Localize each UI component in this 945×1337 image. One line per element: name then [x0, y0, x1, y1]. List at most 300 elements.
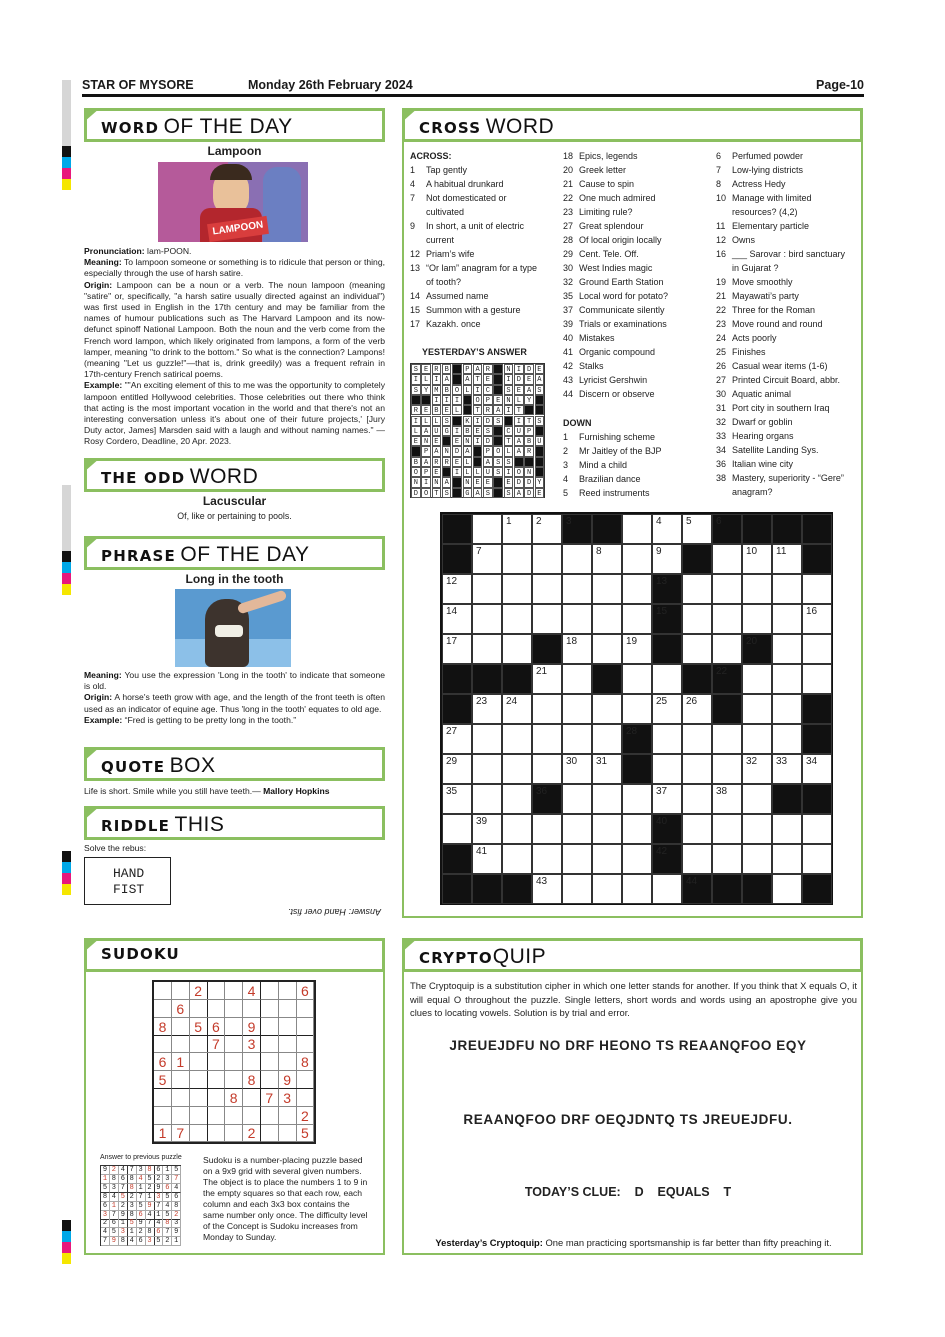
- answer-cell: E: [483, 477, 493, 487]
- sudoku-cell[interactable]: [190, 1089, 208, 1107]
- crossword-cell[interactable]: [592, 814, 622, 844]
- crossword-cell[interactable]: [472, 604, 502, 634]
- crossword-cell[interactable]: [502, 634, 532, 664]
- crossword-cell[interactable]: [592, 844, 622, 874]
- crossword-cell[interactable]: [742, 694, 772, 724]
- answer-digit: 9: [146, 1202, 155, 1211]
- crossword-cell[interactable]: [622, 694, 652, 724]
- sudoku-cell[interactable]: 7: [172, 1124, 190, 1142]
- sudoku-cell[interactable]: [154, 1089, 172, 1107]
- crossword-cell[interactable]: [592, 634, 622, 664]
- sudoku-cell[interactable]: [296, 1000, 314, 1018]
- margin-bar: [62, 485, 71, 555]
- answer-cell: D: [452, 446, 462, 456]
- clue-text: Lyricist Gershwin: [579, 375, 648, 385]
- answer-cell: [473, 446, 483, 456]
- crossword-cell[interactable]: [742, 724, 772, 754]
- sudoku-cell[interactable]: [296, 1071, 314, 1089]
- answer-cell: E: [432, 467, 442, 477]
- clue-item: [716, 373, 845, 387]
- sudoku-cell[interactable]: 5: [154, 1071, 172, 1089]
- answer-cell: D: [514, 477, 524, 487]
- crossword-cell[interactable]: 10: [742, 544, 772, 574]
- sudoku-cell[interactable]: 6: [154, 1053, 172, 1071]
- across-clues-col1: [410, 163, 537, 331]
- crossword-cell[interactable]: 4: [652, 514, 682, 544]
- sudoku-cell[interactable]: [207, 982, 225, 1000]
- clue-text: Acts poorly: [732, 333, 777, 343]
- answer-cell: A: [483, 457, 493, 467]
- answer-cell: [493, 385, 503, 395]
- crossword-cell[interactable]: [502, 574, 532, 604]
- horse-photo: [175, 589, 291, 667]
- sudoku-cell[interactable]: [190, 1071, 208, 1089]
- crossword-cell[interactable]: [562, 784, 592, 814]
- answer-cell: L: [473, 467, 483, 477]
- crossword-cell[interactable]: 34: [802, 754, 832, 784]
- crossword-cell[interactable]: 25: [652, 694, 682, 724]
- answer-digit: 9: [110, 1237, 119, 1246]
- sudoku-cell[interactable]: 2: [243, 1124, 261, 1142]
- sudoku-cell[interactable]: 6: [296, 982, 314, 1000]
- crossword-cell[interactable]: [772, 664, 802, 694]
- crossword-cell[interactable]: 19: [622, 634, 652, 664]
- crossword-cell[interactable]: [592, 574, 622, 604]
- crossword-cell[interactable]: [712, 844, 742, 874]
- crossword-cell[interactable]: 9: [652, 544, 682, 574]
- sudoku-cell[interactable]: 9: [279, 1071, 297, 1089]
- clue-text: Satellite Landing Sys.: [732, 445, 819, 455]
- crossword-cell[interactable]: [742, 664, 772, 694]
- sudoku-cell[interactable]: [296, 1035, 314, 1053]
- sudoku-cell[interactable]: [154, 1035, 172, 1053]
- crossword-cell[interactable]: [502, 784, 532, 814]
- sudoku-cell[interactable]: [261, 1107, 279, 1125]
- clue-item: [563, 373, 668, 387]
- crossword-cell[interactable]: [772, 814, 802, 844]
- crossword-cell[interactable]: [562, 544, 592, 574]
- crossword-cell[interactable]: [682, 814, 712, 844]
- crossword-cell[interactable]: [502, 604, 532, 634]
- sudoku-cell[interactable]: [190, 1107, 208, 1125]
- clue-number: 37: [563, 305, 574, 315]
- sudoku-cell[interactable]: 3: [279, 1089, 297, 1107]
- clue-item: [563, 486, 662, 500]
- crossword-cell[interactable]: 31: [592, 754, 622, 784]
- sudoku-cell[interactable]: 7: [207, 1035, 225, 1053]
- sudoku-cell[interactable]: 7: [261, 1089, 279, 1107]
- answer-digit: 3: [163, 1175, 172, 1184]
- crossword-cell[interactable]: 12: [442, 574, 472, 604]
- crossword-cell[interactable]: 14: [442, 604, 472, 634]
- black-square: [472, 874, 502, 904]
- crossword-cell[interactable]: 33: [772, 754, 802, 784]
- crossword-cell[interactable]: [502, 844, 532, 874]
- crossword-cell[interactable]: [502, 814, 532, 844]
- answer-digit: 8: [172, 1202, 181, 1211]
- sudoku-cell[interactable]: [225, 1053, 243, 1071]
- black-square: 15: [652, 604, 682, 634]
- sudoku-cell[interactable]: [190, 1035, 208, 1053]
- answer-cell: E: [442, 405, 452, 415]
- sudoku-cell[interactable]: 2: [296, 1107, 314, 1125]
- crossword-cell[interactable]: [742, 844, 772, 874]
- crossword-cell[interactable]: [712, 814, 742, 844]
- answer-digit: 5: [163, 1193, 172, 1202]
- crossword-cell[interactable]: 30: [562, 754, 592, 784]
- crossword-cell[interactable]: [712, 754, 742, 784]
- crossword-cell[interactable]: [472, 514, 502, 544]
- answer-cell: I: [514, 364, 524, 374]
- crossword-cell[interactable]: 23: [472, 694, 502, 724]
- sudoku-cell[interactable]: [296, 1089, 314, 1107]
- answer-cell: E: [421, 405, 431, 415]
- clue-item: [716, 261, 845, 275]
- crossword-cell[interactable]: 27: [442, 724, 472, 754]
- clue-text: Greek letter: [579, 165, 627, 175]
- sudoku-cell[interactable]: [243, 1089, 261, 1107]
- sudoku-cell[interactable]: 8: [243, 1071, 261, 1089]
- crossword-cell[interactable]: [442, 814, 472, 844]
- crossword-cell[interactable]: [622, 544, 652, 574]
- crossword-cell[interactable]: [532, 814, 562, 844]
- crossword-cell[interactable]: [622, 784, 652, 814]
- crossword-cell[interactable]: [712, 544, 742, 574]
- previous-answer-label: Answer to previous puzzle: [100, 1154, 182, 1161]
- clue-text: Mastery, superiority - “Gere”: [732, 473, 844, 483]
- crossword-cell[interactable]: [772, 724, 802, 754]
- answer-digit: 5: [137, 1202, 146, 1211]
- sudoku-cell[interactable]: [225, 1035, 243, 1053]
- sudoku-cell[interactable]: [243, 1107, 261, 1125]
- crossword-cell[interactable]: [802, 634, 832, 664]
- crossword-cell[interactable]: [592, 724, 622, 754]
- crossword-cell[interactable]: [532, 844, 562, 874]
- answer-digit: 1: [154, 1211, 163, 1220]
- answer-cell: I: [452, 395, 462, 405]
- answer-digit: 6: [137, 1237, 146, 1246]
- crossword-cell[interactable]: [622, 514, 652, 544]
- sudoku-cell[interactable]: [207, 1089, 225, 1107]
- crossword-cell[interactable]: [802, 814, 832, 844]
- answer-cell: P: [421, 446, 431, 456]
- answer-cell: S: [504, 385, 514, 395]
- crossword-cell[interactable]: 17: [442, 634, 472, 664]
- crossword-cell[interactable]: [682, 784, 712, 814]
- crossword-cell[interactable]: 16: [802, 604, 832, 634]
- clue-item: [563, 177, 668, 191]
- crossword-cell[interactable]: [532, 694, 562, 724]
- answer-cell: [452, 488, 462, 498]
- crossword-cell[interactable]: [502, 754, 532, 784]
- crossword-cell[interactable]: [562, 724, 592, 754]
- crossword-cell[interactable]: [472, 634, 502, 664]
- clue-item: [563, 345, 668, 359]
- answer-cell: I: [432, 395, 442, 405]
- down-label: DOWN: [563, 418, 592, 428]
- sudoku-cell[interactable]: [243, 1000, 261, 1018]
- crossword-cell[interactable]: [532, 754, 562, 784]
- clue-number: 32: [563, 277, 574, 287]
- sudoku-cell[interactable]: [225, 1107, 243, 1125]
- black-square: [502, 874, 532, 904]
- answer-cell: [535, 405, 545, 415]
- crossword-cell[interactable]: [532, 574, 562, 604]
- answer-cell: [493, 436, 503, 446]
- sudoku-cell[interactable]: [207, 1071, 225, 1089]
- sudoku-cell[interactable]: [261, 1124, 279, 1142]
- answer-digit: 8: [128, 1175, 137, 1184]
- clue-item: [563, 472, 662, 486]
- sudoku-cell[interactable]: [261, 1071, 279, 1089]
- answer-cell: S: [442, 416, 452, 426]
- page-number: Page-10: [816, 78, 864, 92]
- crossword-cell[interactable]: [772, 634, 802, 664]
- sudoku-cell[interactable]: [279, 982, 297, 1000]
- crossword-cell[interactable]: 11: [772, 544, 802, 574]
- sudoku-cell[interactable]: [225, 1071, 243, 1089]
- crossword-cell[interactable]: [622, 814, 652, 844]
- clue-text: Limiting rule?: [579, 207, 633, 217]
- crossword-cell[interactable]: [712, 574, 742, 604]
- crossword-cell[interactable]: [682, 754, 712, 784]
- answer-cell: O: [411, 467, 421, 477]
- sudoku-cell[interactable]: [279, 1124, 297, 1142]
- sudoku-cell[interactable]: [225, 1000, 243, 1018]
- clue-text: In short, a unit of electric: [426, 221, 525, 231]
- crossword-cell[interactable]: [712, 724, 742, 754]
- sudoku-cell[interactable]: [207, 1000, 225, 1018]
- crossword-cell[interactable]: [802, 844, 832, 874]
- sudoku-cell[interactable]: 6: [172, 1000, 190, 1018]
- answer-digit: 5: [172, 1166, 181, 1175]
- crossword-cell[interactable]: 2: [532, 514, 562, 544]
- sudoku-cell[interactable]: 5: [296, 1124, 314, 1142]
- crossword-cell[interactable]: [652, 874, 682, 904]
- crossword-cell[interactable]: 39: [472, 814, 502, 844]
- sudoku-cell[interactable]: [172, 1089, 190, 1107]
- sudoku-cell[interactable]: [261, 1053, 279, 1071]
- sudoku-cell[interactable]: [261, 982, 279, 1000]
- sudoku-cell[interactable]: 1: [172, 1053, 190, 1071]
- sudoku-cell[interactable]: [172, 1035, 190, 1053]
- answer-digit: 7: [163, 1228, 172, 1237]
- sudoku-cell[interactable]: [296, 1018, 314, 1036]
- sudoku-cell[interactable]: [261, 1018, 279, 1036]
- crossword-cell[interactable]: [622, 874, 652, 904]
- crossword-cell[interactable]: [682, 724, 712, 754]
- clue-item: [716, 331, 845, 345]
- sudoku-cell[interactable]: [154, 1107, 172, 1125]
- answer-digit: 3: [172, 1219, 181, 1228]
- answer-cell: N: [504, 364, 514, 374]
- sudoku-cell[interactable]: [261, 1035, 279, 1053]
- crossword-cell[interactable]: [562, 874, 592, 904]
- crossword-cell[interactable]: [622, 574, 652, 604]
- crossword-cell[interactable]: [742, 604, 772, 634]
- crossword-cell[interactable]: [472, 754, 502, 784]
- answer-digit: 2: [110, 1166, 119, 1175]
- crossword-cell[interactable]: [772, 574, 802, 604]
- crossword-cell[interactable]: [712, 604, 742, 634]
- crossword-cell[interactable]: [742, 574, 772, 604]
- clue-item: [563, 275, 668, 289]
- sudoku-cell[interactable]: [279, 1000, 297, 1018]
- sudoku-cell[interactable]: [225, 982, 243, 1000]
- sudoku-cell[interactable]: 3: [243, 1035, 261, 1053]
- down-clues-col3: [716, 149, 845, 499]
- crossword-cell[interactable]: [562, 844, 592, 874]
- black-square: [682, 544, 712, 574]
- clue-text: in Gujarat ?: [732, 263, 779, 273]
- crossword-cell[interactable]: [592, 874, 622, 904]
- answer-digit: 6: [163, 1184, 172, 1193]
- crossword-cell[interactable]: 5: [682, 514, 712, 544]
- answer-digit: 3: [154, 1193, 163, 1202]
- sudoku-cell[interactable]: [225, 1124, 243, 1142]
- sudoku-cell[interactable]: [172, 1071, 190, 1089]
- sudoku-cell[interactable]: 6: [207, 1018, 225, 1036]
- crossword-cell[interactable]: [772, 844, 802, 874]
- crossword-cell[interactable]: [652, 724, 682, 754]
- crossword-cell[interactable]: [592, 604, 622, 634]
- answer-digit: 2: [119, 1202, 128, 1211]
- sudoku-cell[interactable]: 8: [296, 1053, 314, 1071]
- answer-digit: 6: [172, 1193, 181, 1202]
- sudoku-cell[interactable]: [190, 1124, 208, 1142]
- crossword-cell[interactable]: 43: [532, 874, 562, 904]
- answer-digit: 5: [101, 1184, 110, 1193]
- crossword-cell[interactable]: [472, 724, 502, 754]
- sudoku-cell[interactable]: 8: [154, 1018, 172, 1036]
- answer-cell: Y: [524, 395, 534, 405]
- crossword-cell[interactable]: [742, 814, 772, 844]
- crossword-cell[interactable]: [802, 574, 832, 604]
- sudoku-cell[interactable]: [279, 1053, 297, 1071]
- crossword-cell[interactable]: [802, 664, 832, 694]
- crossword-cell[interactable]: [472, 784, 502, 814]
- crossword-cell[interactable]: [592, 694, 622, 724]
- sudoku-cell[interactable]: [172, 982, 190, 1000]
- answer-cell: A: [514, 446, 524, 456]
- crossword-cell[interactable]: [562, 814, 592, 844]
- crossword-cell[interactable]: 37: [652, 784, 682, 814]
- crossword-cell[interactable]: [772, 604, 802, 634]
- clue-number: 14: [410, 291, 421, 301]
- crossword-cell[interactable]: [532, 724, 562, 754]
- crossword-cell[interactable]: 24: [502, 694, 532, 724]
- crossword-cell[interactable]: [652, 664, 682, 694]
- sudoku-cell[interactable]: [172, 1018, 190, 1036]
- clue-number: 22: [716, 305, 727, 315]
- sudoku-cell[interactable]: [225, 1018, 243, 1036]
- sudoku-cell[interactable]: [261, 1000, 279, 1018]
- crossword-cell[interactable]: 8: [592, 544, 622, 574]
- sudoku-cell[interactable]: [190, 1000, 208, 1018]
- sudoku-cell[interactable]: [279, 1018, 297, 1036]
- crossword-cell[interactable]: [562, 574, 592, 604]
- crossword-cell[interactable]: 18: [562, 634, 592, 664]
- crossword-cell[interactable]: 26: [682, 694, 712, 724]
- crossword-cell[interactable]: [502, 724, 532, 754]
- crossword-cell[interactable]: [472, 574, 502, 604]
- crossword-cell[interactable]: [502, 544, 532, 574]
- crossword-cell[interactable]: [652, 754, 682, 784]
- sudoku-cell[interactable]: 5: [190, 1018, 208, 1036]
- clue-item: [410, 275, 537, 289]
- answer-digit: 3: [110, 1184, 119, 1193]
- crossword-cell[interactable]: 35: [442, 784, 472, 814]
- answer-digit: 8: [119, 1237, 128, 1246]
- sudoku-cell[interactable]: [207, 1124, 225, 1142]
- clue-text: One much admired: [579, 193, 656, 203]
- clue-number: 24: [716, 333, 727, 343]
- sudoku-description: Sudoku is a number-placing puzzle based on a 9x9 grid with several given numbers. The object is to place the numbers 1 to 9 in the empty squares so that each row, each column and each 3x3 box contains the same number only once. The difficulty level of the Concept is Sudoku increases from Monday to Sunday.: [203, 1155, 368, 1242]
- sudoku-cell[interactable]: 8: [225, 1089, 243, 1107]
- sudoku-cell[interactable]: 1: [154, 1124, 172, 1142]
- sudoku-cell[interactable]: [207, 1107, 225, 1125]
- riddle-heading: RIDDLE THIS: [84, 806, 385, 840]
- crossword-cell[interactable]: 1: [502, 514, 532, 544]
- crossword-cell[interactable]: 7: [472, 544, 502, 574]
- crossword-cell[interactable]: [562, 694, 592, 724]
- black-square: 22: [712, 664, 742, 694]
- crossword-cell[interactable]: [622, 604, 652, 634]
- crossword-cell[interactable]: 38: [712, 784, 742, 814]
- crossword-cell[interactable]: [682, 574, 712, 604]
- sudoku-cell[interactable]: 4: [243, 982, 261, 1000]
- crossword-cell[interactable]: [622, 844, 652, 874]
- crossword-cell[interactable]: [562, 604, 592, 634]
- crossword-cell[interactable]: [682, 844, 712, 874]
- answer-digit: 2: [146, 1184, 155, 1193]
- sudoku-cell[interactable]: [172, 1107, 190, 1125]
- crossword-cell[interactable]: [622, 664, 652, 694]
- sudoku-cell[interactable]: 2: [190, 982, 208, 1000]
- black-square: [442, 844, 472, 874]
- crossword-cell[interactable]: [742, 784, 772, 814]
- crossword-cell[interactable]: [682, 604, 712, 634]
- crossword-cell[interactable]: [592, 784, 622, 814]
- clue-item: [563, 205, 668, 219]
- crossword-cell[interactable]: 32: [742, 754, 772, 784]
- crossword-cell[interactable]: [532, 544, 562, 574]
- clue-number: 28: [563, 235, 574, 245]
- answer-digit: 3: [101, 1211, 110, 1220]
- sudoku-cell[interactable]: [154, 1000, 172, 1018]
- sudoku-cell[interactable]: 9: [243, 1018, 261, 1036]
- crossword-cell[interactable]: 29: [442, 754, 472, 784]
- answer-cell: I: [504, 467, 514, 477]
- crossword-cell[interactable]: 21: [532, 664, 562, 694]
- sudoku-cell[interactable]: [207, 1053, 225, 1071]
- crossword-cell[interactable]: [532, 604, 562, 634]
- clue-text: Port city in southern Iraq: [732, 403, 830, 413]
- clue-item: [716, 317, 845, 331]
- sudoku-cell[interactable]: [190, 1053, 208, 1071]
- sudoku-cell[interactable]: [154, 982, 172, 1000]
- crossword-cell[interactable]: [562, 664, 592, 694]
- clue-text: Kazakh. once: [426, 319, 481, 329]
- sudoku-cell[interactable]: [243, 1053, 261, 1071]
- crossword-cell[interactable]: [712, 634, 742, 664]
- crossword-cell[interactable]: 41: [472, 844, 502, 874]
- sudoku-cell[interactable]: [279, 1107, 297, 1125]
- crossword-cell[interactable]: [772, 694, 802, 724]
- crossword-cell[interactable]: [682, 634, 712, 664]
- sudoku-cell[interactable]: [279, 1035, 297, 1053]
- crossword-cell[interactable]: [772, 874, 802, 904]
